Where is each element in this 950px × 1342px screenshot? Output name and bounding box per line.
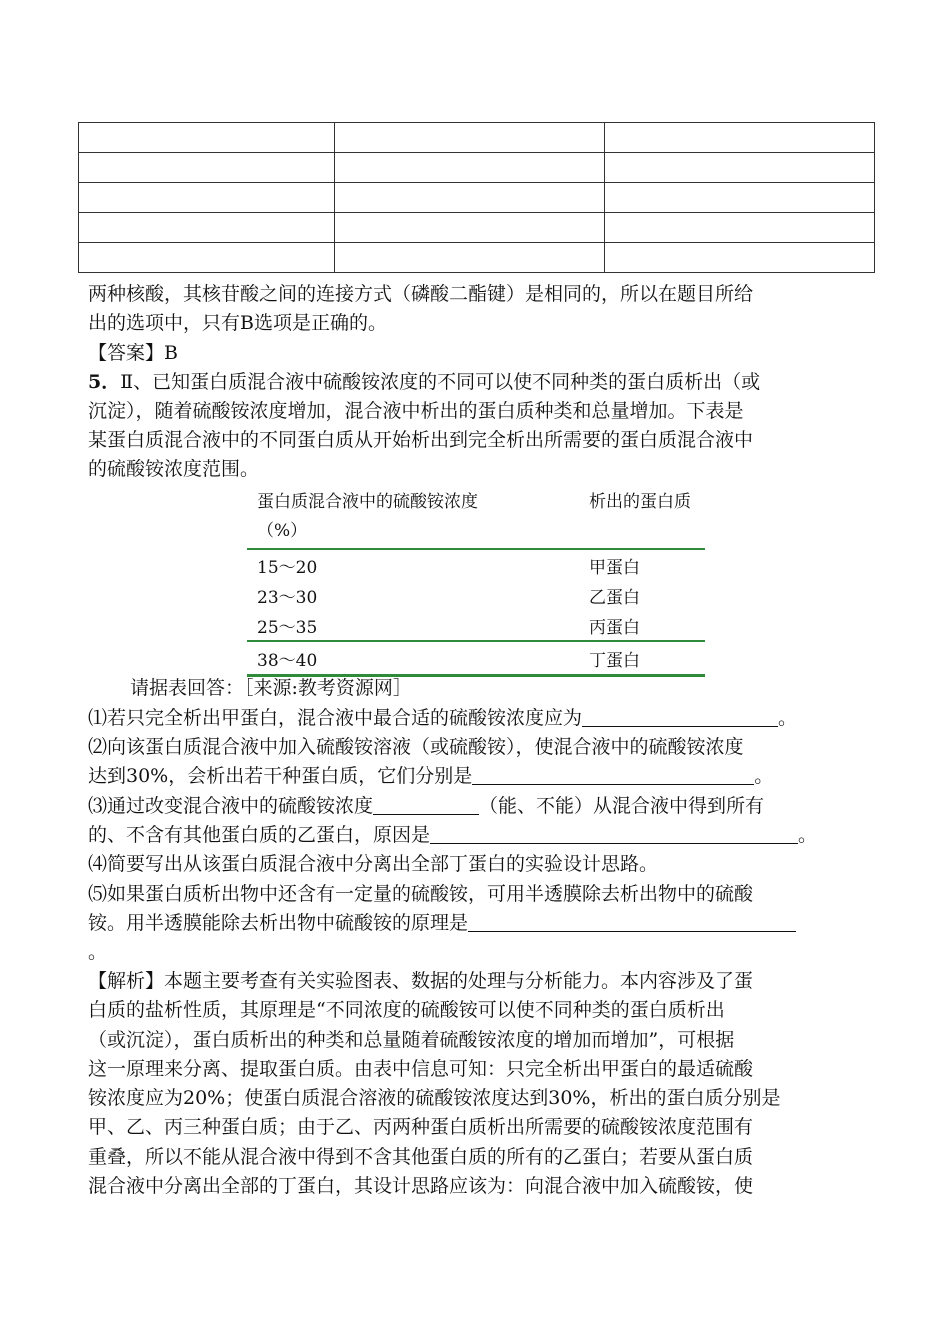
subquestion-5-end: 。 [88,941,108,963]
analysis-line-6: 甲、乙、丙三种蛋白质；由于乙、丙两种蛋白质析出所需要的硫酸铵浓度范围有 [88,1116,754,1138]
answer-blank-3b[interactable] [430,823,798,844]
subquestion-3-line-1: ⑶通过改变混合液中的硫酸铵浓度 （能、不能）从混合液中得到所有 [88,795,765,817]
answer-blank-2[interactable] [472,764,754,785]
analysis-line-4: 这一原理来分离、提取蛋白质。由表中信息可知：只完全析出甲蛋白的最适硫酸 [88,1058,754,1080]
subquestion-4: ⑷简要写出从该蛋白质混合液中分离出全部丁蛋白的实验设计思路。 [88,853,659,875]
subquestion-5-line-1: ⑸如果蛋白质析出物中还含有一定量的硫酸铵，可用半透膜除去析出物中的硫酸 [88,883,754,905]
question-number: 5． [88,371,121,393]
ammonium-sulfate-table [247,484,705,677]
table-row [79,183,875,213]
analysis-line-1: 【解析】本题主要考查有关实验图表、数据的处理与分析能力。本内容涉及了蛋 [88,970,754,992]
answer-blank-1[interactable] [582,706,778,727]
table-row: 25～35 丙蛋白 [247,610,705,641]
analysis-line-3: （或沉淀），蛋白质析出的种类和总量随着硫酸铵浓度的增加而增加”，可根据 [88,1029,735,1051]
subquestion-2-line-1: ⑵向该蛋白质混合液中加入硫酸铵溶液（或硫酸铵），使混合液中的硫酸铵浓度 [88,736,744,758]
table-row: 23～30 乙蛋白 [257,587,640,608]
table-row [79,153,875,183]
subquestion-3-line-2: 的、不含有其他蛋白质的乙蛋白，原因是 。 [88,824,818,846]
question-stem-line-1: 5．Ⅱ、已知蛋白质混合液中硫酸铵浓度的不同可以使不同种类的蛋白质析出（或 [88,371,761,393]
table-row: 38～40 丁蛋白 [247,641,705,676]
analysis-line-2: 白质的盐析性质，其原理是“不同浓度的硫酸铵可以使不同种类的蛋白质析出 [88,999,725,1021]
empty-table [78,122,875,273]
answer-label: 【答案】B [88,342,178,364]
question-stem-line-4: 的硫酸铵浓度范围。 [88,458,260,480]
intro-line-2: 出的选项中，只有B选项是正确的。 [88,312,387,334]
answer-blank-3a[interactable] [373,794,479,815]
prompt-line: 请据表回答：［来源:教考资源网］ [130,677,412,699]
table-header-row [247,484,705,549]
table-row [79,213,875,243]
analysis-line-7: 重叠，所以不能从混合液中得到不含其他蛋白质的所有的乙蛋白；若要从蛋白质 [88,1146,754,1168]
intro-line-1: 两种核酸，其核苷酸之间的连接方式（磷酸二酯键）是相同的，所以在题目所给 [88,283,754,305]
header-protein: 析出的蛋白质 [589,492,691,512]
analysis-line-8: 混合液中分离出全部的丁蛋白，其设计思路应该为：向混合液中加入硫酸铵，使 [88,1175,754,1197]
subquestion-2-line-2: 达到30%，会析出若干种蛋白质，它们分别是 。 [88,765,774,787]
table-row: 15～20 甲蛋白 [257,557,640,578]
question-stem-line-2: 沉淀），随着硫酸铵浓度增加，混合液中析出的蛋白质种类和总量增加。下表是 [88,400,744,422]
header-concentration: 蛋白质混合液中的硫酸铵浓度 （%） [247,484,579,549]
subquestion-5-line-2: 铵。用半透膜能除去析出物中硫酸铵的原理是 [88,909,868,938]
question-stem-line-3: 某蛋白质混合液中的不同蛋白质从开始析出到完全析出所需要的蛋白质混合液中 [88,429,754,451]
header-unit: （%） [257,521,308,541]
answer-blank-5[interactable] [468,911,796,932]
table-row [79,123,875,153]
analysis-line-5: 铵浓度应为20%；使蛋白质混合溶液的硫酸铵浓度达到30%，析出的蛋白质分别是 [88,1087,781,1109]
subquestion-1: ⑴若只完全析出甲蛋白，混合液中最合适的硫酸铵浓度应为 。 [88,707,798,729]
table-row [79,243,875,273]
